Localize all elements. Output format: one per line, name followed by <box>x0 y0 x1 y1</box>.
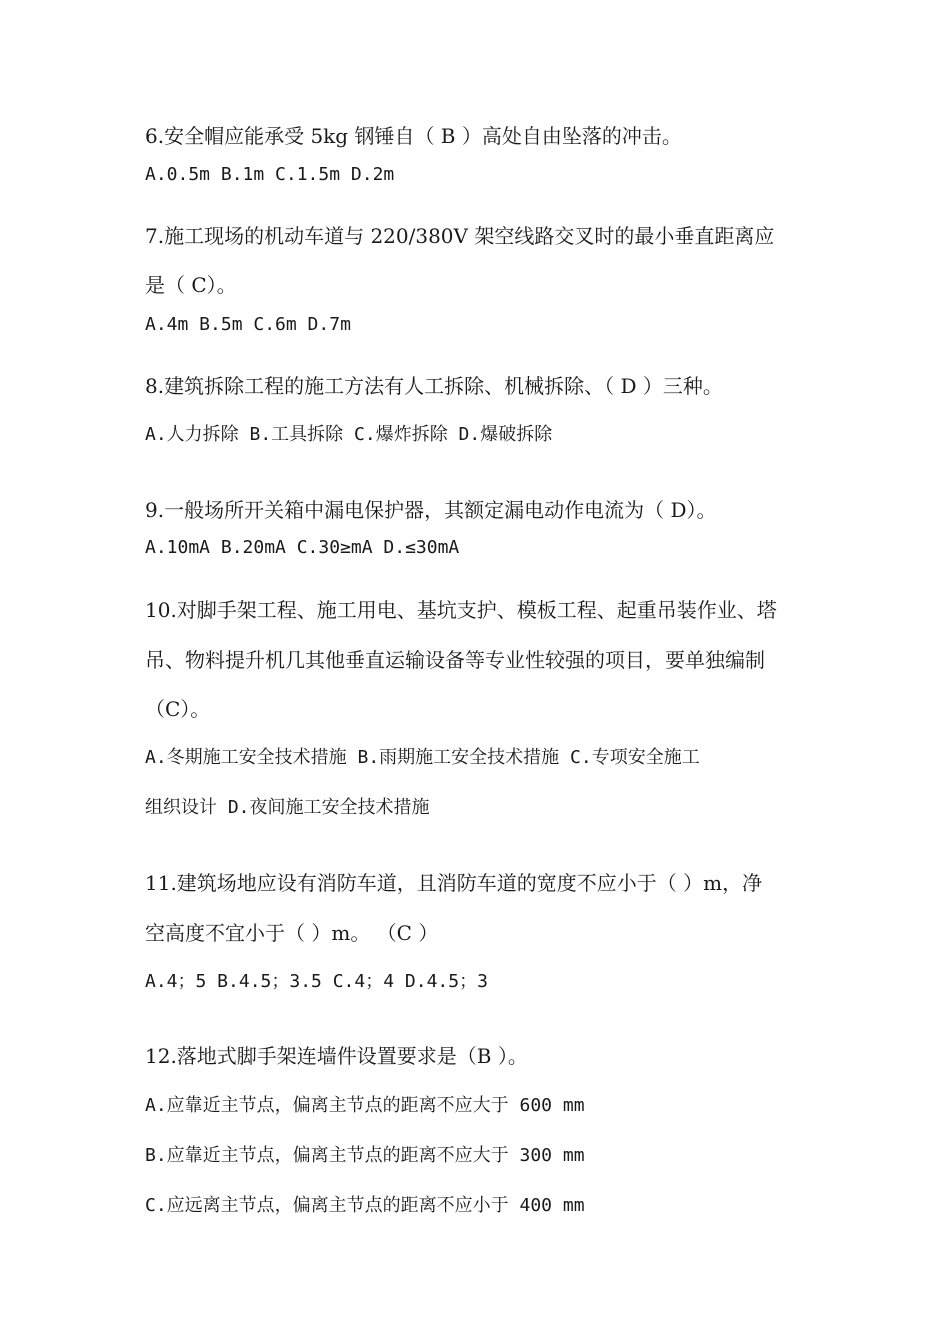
question-6-options: A.0.5m B.1m C.1.5m D.2m <box>145 164 395 185</box>
question-10-text-end: （C）。 <box>145 697 211 721</box>
question-12-text: 12.落地式脚手架连墙件设置要求是（B ）。 <box>145 1044 528 1068</box>
question-7-text: 7.施工现场的机动车道与 220/380V 架空线路交叉时的最小垂直距离应 <box>145 224 775 248</box>
question-11-options: A.4；5 B.4.5；3.5 C.4；4 D.4.5；3 <box>145 971 488 992</box>
question-11-text-cont: 空高度不宜小于（ ）m。 （C ） <box>145 921 439 945</box>
question-8-text: 8.建筑拆除工程的施工方法有人工拆除、机械拆除、（ D ）三种。 <box>145 374 723 398</box>
question-10-options: A.冬期施工安全技术措施 B.雨期施工安全技术措施 C.专项安全施工 <box>145 747 700 768</box>
question-10-text: 10.对脚手架工程、施工用电、基坑支护、模板工程、起重吊装作业、塔 <box>145 598 777 622</box>
question-9-options: A.10mA B.20mA C.30≥mA D.≤30mA <box>145 537 460 558</box>
question-12-option-b: B.应靠近主节点，偏离主节点的距离不应大于 300 mm <box>145 1145 585 1166</box>
question-9-text: 9.一般场所开关箱中漏电保护器，其额定漏电动作电流为（ D）。 <box>145 498 717 522</box>
question-7-text-cont: 是（ C）。 <box>145 273 237 297</box>
question-12-option-c: C.应远离主节点，偏离主节点的距离不应小于 400 mm <box>145 1195 585 1216</box>
question-11-text: 11.建筑场地应设有消防车道，且消防车道的宽度不应小于（ ）m，净 <box>145 871 763 895</box>
question-8-options: A.人力拆除 B.工具拆除 C.爆炸拆除 D.爆破拆除 <box>145 424 553 445</box>
question-6-text: 6.安全帽应能承受 5kg 钢锤自（ B ）高处自由坠落的冲击。 <box>145 124 682 148</box>
question-10-text-cont: 吊、物料提升机几其他垂直运输设备等专业性较强的项目，要单独编制 <box>145 648 765 672</box>
question-7-options: A.4m B.5m C.6m D.7m <box>145 314 351 335</box>
question-12-option-a: A.应靠近主节点，偏离主节点的距离不应大于 600 mm <box>145 1095 585 1116</box>
question-10-options-cont: 组织设计 D.夜间施工安全技术措施 <box>145 797 430 818</box>
